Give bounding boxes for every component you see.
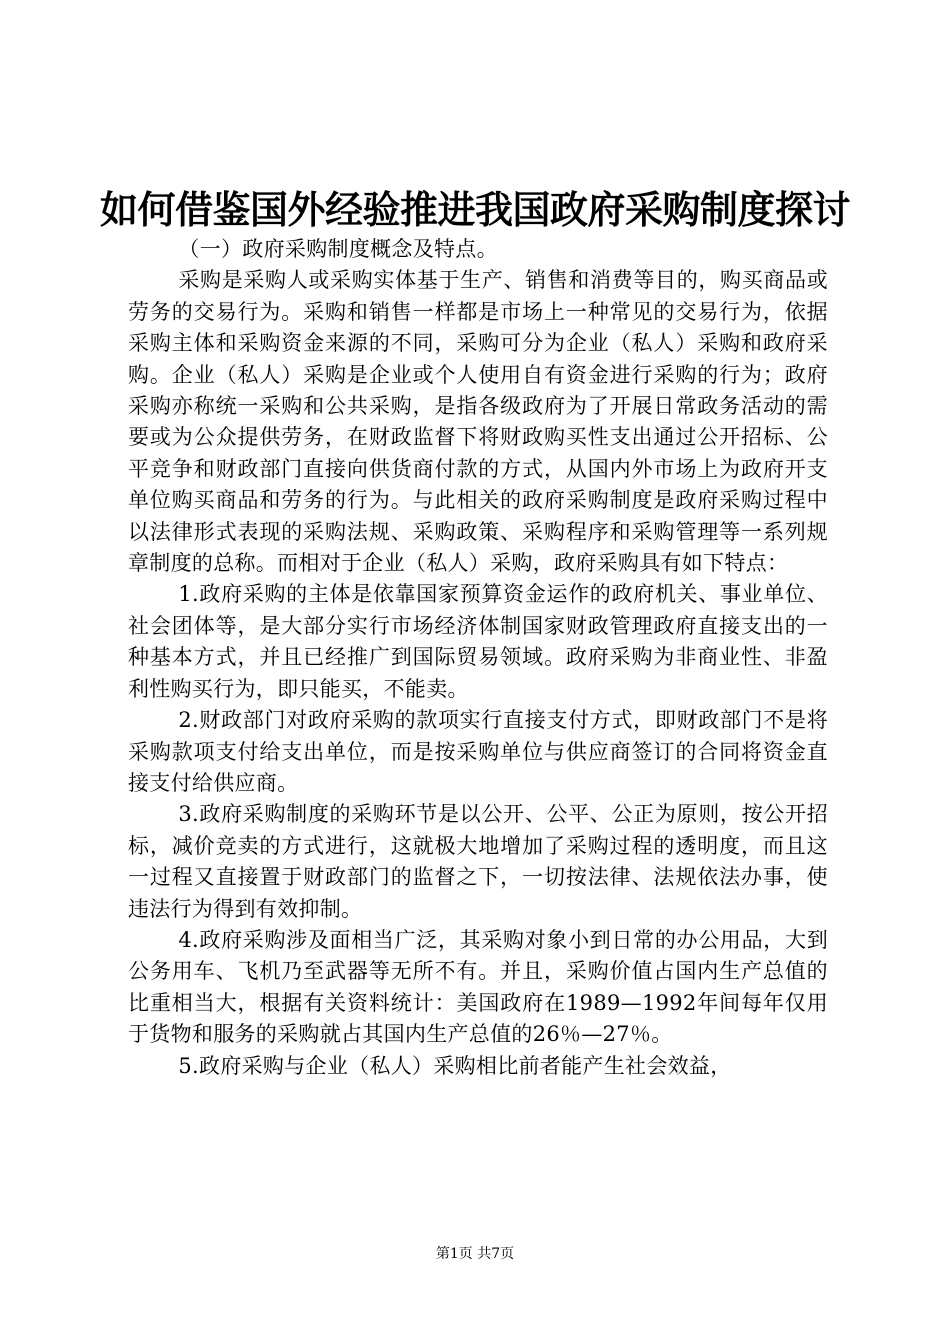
list-paragraph-4: 4.政府采购涉及面相当广泛，其采购对象小到日常的办公用品，大到公务用车、飞机乃至武器等无所不有。并且，采购价值占国内生产总值的比重相当大，根据有关资料统计：美国政府在1989—1992年间每年仅用于货物和服务的采购就占其国内生产总值的26％—27％。 [128, 927, 828, 1047]
list-paragraph-2: 2.财政部门对政府采购的款项实行直接支付方式，即财政部门不是将采购款项支付给支出单位，而是按采购单位与供应商签订的合同将资金直接支付给供应商。 [128, 708, 828, 795]
body-paragraph: 采购是采购人或采购实体基于生产、销售和消费等目的，购买商品或劳务的交易行为。采购和销售一样都是市场上一种常见的交易行为，依据采购主体和采购资金来源的不同，采购可分为企业（私人）采购和政府采购。企业（私人）采购是企业或个人使用自有资金进行采购的行为；政府采购亦称统一采购和公共采购，是指各级政府为了开展日常政务活动的需要或为公众提供劳务，在财政监督下将财政购买性支出通过公开招标、公平竞争和财政部门直接向供货商付款的方式，从国内外市场上为政府开支单位购买商品和劳务的行为。与此相关的政府采购制度是政府采购过程中以法律形式表现的采购法规、采购政策、采购程序和采购管理等一系列规章制度的总称。而相对于企业（私人）采购，政府采购具有如下特点： [128, 268, 828, 576]
list-paragraph-3: 3.政府采购制度的采购环节是以公开、公平、公正为原则，按公开招标，减价竞卖的方式进行，这就极大地增加了采购过程的透明度，而且这一过程又直接置于财政部门的监督之下，一切按法律、法规依法办事，使违法行为得到有效抑制。 [128, 802, 828, 921]
list-paragraph-5: 5.政府采购与企业（私人）采购相比前者能产生社会效益， [178, 1053, 732, 1078]
document-body [128, 234, 828, 1082]
list-paragraph-1: 1.政府采购的主体是依靠国家预算资金运作的政府机关、事业单位、社会团体等，是大部分实行市场经济体制国家财政管理政府直接支出的一种基本方式，并且已经推广到国际贸易领域。政府采购为非商业性、非盈利性购买行为，即只能买，不能卖。 [128, 582, 828, 701]
section-heading: （一）政府采购制度概念及特点。 [178, 237, 498, 261]
document-title: 如何借鉴国外经验推进我国政府采购制度探讨 [100, 188, 851, 232]
page-number: 第1页 共7页 [435, 1246, 515, 1262]
